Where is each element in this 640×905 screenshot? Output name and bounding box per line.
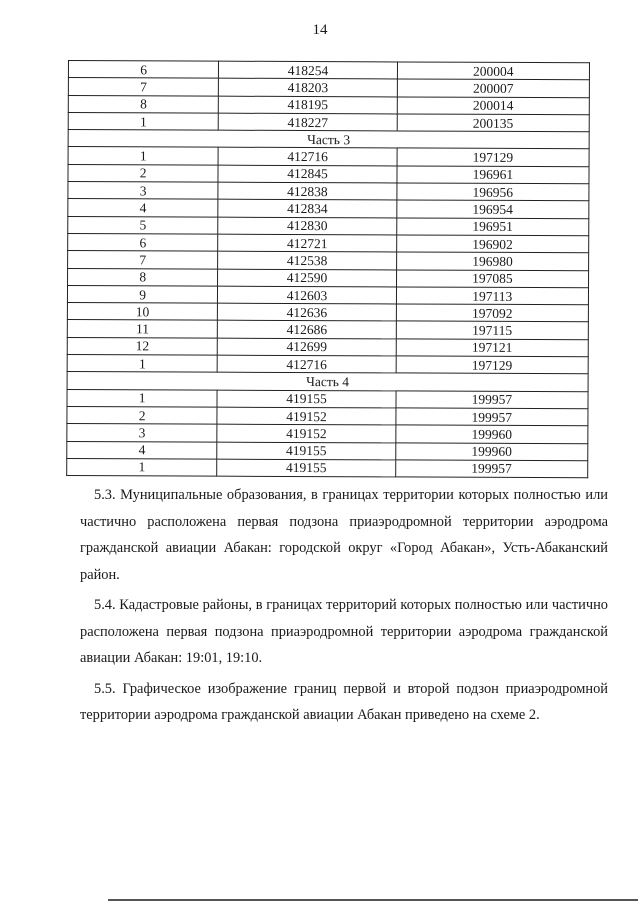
point-number-cell: 1	[68, 147, 218, 165]
table-row	[68, 268, 589, 288]
x-coordinate-cell: 412716	[218, 148, 396, 166]
x-coordinate-cell: 412686	[218, 321, 396, 339]
point-number-cell: 1	[67, 458, 217, 476]
x-coordinate-cell: 419152	[217, 407, 395, 425]
x-coordinate-cell: 412721	[218, 234, 396, 252]
table-row	[67, 424, 588, 444]
point-number-cell: 3	[67, 424, 217, 442]
x-coordinate-cell: 412538	[218, 251, 396, 269]
point-number-cell: 4	[68, 199, 218, 217]
point-number-cell: 4	[67, 441, 217, 459]
y-coordinate-cell: 197085	[396, 269, 588, 287]
point-number-cell: 2	[68, 164, 218, 182]
point-number-cell: 8	[68, 268, 218, 286]
table-row	[67, 285, 588, 305]
table-row	[68, 147, 589, 167]
y-coordinate-cell: 196956	[397, 183, 589, 201]
paragraph-5-3: 5.3. Муниципальные образования, в границах территории которых полностью или частично расположена первая подзона приаэродромной территории аэродрома гражданской авиации Абакан: городской округ «Город Абакан», Усть-Абаканский район.	[80, 487, 608, 583]
y-coordinate-cell: 199960	[396, 425, 588, 443]
table-row	[68, 233, 589, 253]
x-coordinate-cell: 412838	[218, 182, 396, 200]
table-row	[67, 303, 588, 323]
y-coordinate-cell: 196902	[396, 235, 588, 253]
point-number-cell: 1	[68, 112, 218, 130]
x-coordinate-cell: 412590	[218, 269, 396, 287]
y-coordinate-cell: 197113	[396, 287, 588, 305]
table-section-heading-row	[67, 372, 588, 392]
point-number-cell: 6	[68, 233, 218, 251]
point-number-cell: 8	[68, 95, 218, 113]
x-coordinate-cell: 412834	[218, 200, 396, 218]
y-coordinate-cell: 197129	[397, 148, 589, 166]
point-number-cell: 1	[67, 355, 217, 373]
x-coordinate-cell: 412845	[218, 165, 396, 183]
x-coordinate-cell: 419155	[217, 442, 395, 460]
point-number-cell: 5	[68, 216, 218, 234]
paragraph-5-5: 5.5. Графическое изображение границ первой и второй подзон приаэродромной территории аэродрома гражданской авиации Абакан приведено на схеме 2.	[80, 680, 608, 723]
point-number-cell: 7	[68, 78, 218, 96]
point-number-cell: 9	[67, 285, 217, 303]
point-number-cell: 3	[68, 182, 218, 200]
table-row	[68, 61, 589, 81]
y-coordinate-cell: 197121	[396, 339, 588, 357]
point-number-cell: 10	[67, 303, 217, 321]
table-row	[67, 441, 588, 461]
scan-edge-line	[108, 899, 638, 901]
x-coordinate-cell: 418254	[219, 61, 397, 79]
x-coordinate-cell: 412603	[218, 286, 396, 304]
table-row	[68, 216, 589, 236]
point-number-cell: 6	[68, 61, 218, 79]
table-row	[68, 251, 589, 271]
y-coordinate-cell: 196954	[397, 200, 589, 218]
body-text	[80, 482, 608, 733]
point-number-cell: 1	[67, 389, 217, 407]
point-number-cell: 2	[67, 406, 217, 424]
table-row	[68, 95, 589, 115]
x-coordinate-cell: 412716	[217, 355, 395, 373]
table-row	[67, 389, 588, 409]
y-coordinate-cell: 196951	[396, 218, 588, 236]
table-row	[68, 182, 589, 202]
table-row	[67, 337, 588, 357]
page-number: 14	[312, 22, 328, 38]
x-coordinate-cell: 418203	[219, 78, 397, 96]
table-row	[68, 78, 589, 98]
table-section-heading: Часть 3	[68, 130, 589, 150]
y-coordinate-cell: 197115	[396, 321, 588, 339]
table-row	[67, 406, 588, 426]
table-row	[68, 199, 589, 219]
y-coordinate-cell: 200014	[397, 97, 589, 115]
point-number-cell: 12	[67, 337, 217, 355]
y-coordinate-cell: 199957	[395, 460, 587, 478]
coordinates-table-body	[67, 61, 590, 478]
x-coordinate-cell: 418195	[219, 96, 397, 114]
y-coordinate-cell: 196961	[397, 166, 589, 184]
x-coordinate-cell: 412636	[218, 303, 396, 321]
y-coordinate-cell: 196980	[396, 252, 588, 270]
table-row	[67, 458, 588, 478]
y-coordinate-cell: 199960	[395, 442, 587, 460]
table-row	[67, 355, 588, 375]
y-coordinate-cell: 197129	[396, 356, 588, 374]
x-coordinate-cell: 419155	[217, 390, 395, 408]
y-coordinate-cell: 200004	[397, 62, 589, 80]
coordinates-table	[66, 60, 590, 478]
point-number-cell: 7	[68, 251, 218, 269]
x-coordinate-cell: 412830	[218, 217, 396, 235]
table-row	[68, 112, 589, 132]
y-coordinate-cell: 200135	[397, 114, 589, 132]
table-row	[67, 320, 588, 340]
y-coordinate-cell: 199957	[396, 391, 588, 409]
paragraph-5-4: 5.4. Кадастровые районы, в границах территорий которых полностью или частично расположена первая подзона приаэродромной территории аэродрома гражданской авиации Абакан: 19:01, 19:10.	[80, 597, 608, 666]
y-coordinate-cell: 199957	[396, 408, 588, 426]
table-section-heading: Часть 4	[67, 372, 588, 392]
table-section-heading-row	[68, 130, 589, 150]
table-row	[68, 164, 589, 184]
point-number-cell: 11	[67, 320, 217, 338]
x-coordinate-cell: 419155	[217, 459, 395, 477]
y-coordinate-cell: 200007	[397, 79, 589, 97]
x-coordinate-cell: 419152	[217, 424, 395, 442]
x-coordinate-cell: 418227	[219, 113, 397, 131]
x-coordinate-cell: 412699	[218, 338, 396, 356]
y-coordinate-cell: 197092	[396, 304, 588, 322]
